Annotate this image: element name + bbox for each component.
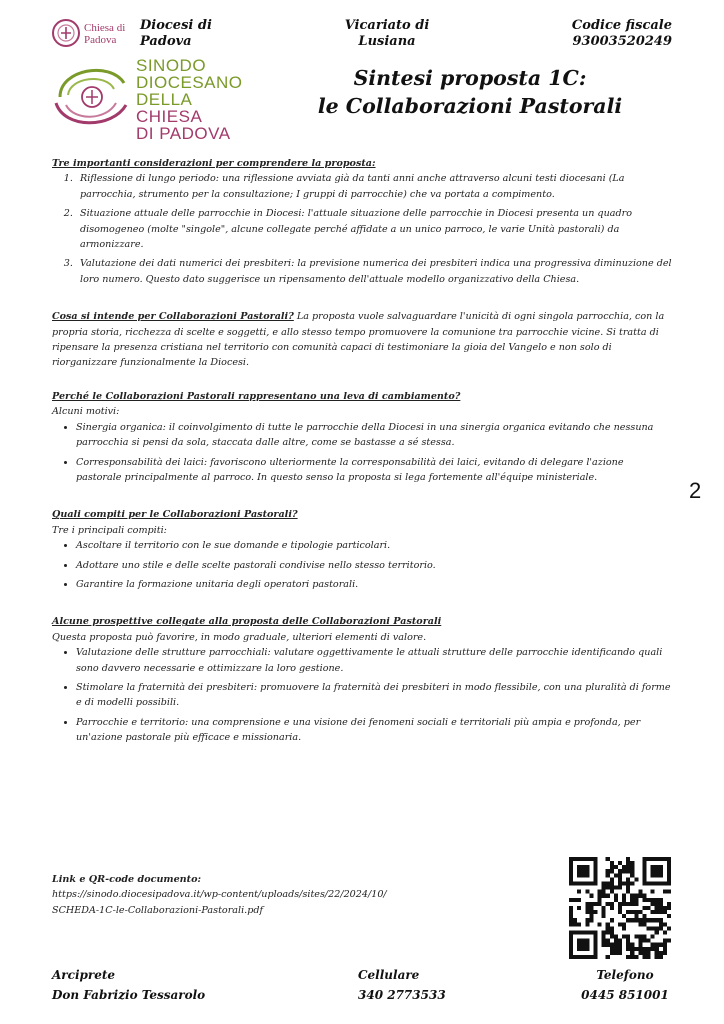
synod-logo-text: SINODO DIOCESANO DELLA CHIESA DI PADOVA — [136, 56, 243, 143]
footer-priest: Arciprete Don Fabrizio Tessarolo — [52, 968, 206, 1002]
list-item: • Corresponsabilità dei laici: favoriscono ulteriormente la corresponsabilità dei laici, evitando di delegare l'azione pastorale principalmente al parroco. In questo senso la proposta si lega fortemente all'équipe ministeriale. — [76, 455, 672, 486]
document-link-block — [52, 872, 452, 918]
considerations-list — [52, 171, 672, 287]
section-lever — [52, 389, 672, 485]
list-item: • Ascoltare il territorio con le sue domande e tipologie particolari. — [76, 538, 672, 553]
list-item: 2. Situazione attuale delle parrocchie in Diocesi: l'attuale situazione delle parrocchie in Diocesi presenta un quadro disomogeneo (molte "singole", alcune collegate perché affidate a un unico parroco, le varie Unità pastorali) da armonizzare. — [76, 206, 672, 252]
section-intro: Tre i principali compiti: — [52, 524, 167, 536]
list-item: • Valutazione delle strutture parrocchiali: valutare oggettivamente le attuali strutture delle parrocchie identificando quali sono davvero necessarie e ottimizzare la loro gestione. — [76, 645, 672, 676]
section-perspectives — [52, 614, 672, 745]
header-vicariate: Vicariato di Lusiana — [344, 18, 430, 49]
perspectives-list — [52, 645, 672, 745]
synod-logo — [50, 55, 243, 143]
section-heading: Cosa si intende per Collaborazioni Pastorali? — [52, 311, 294, 323]
section-intro: Questa proposta può favorire, in modo graduale, ulteriori elementi di valore. — [52, 631, 427, 643]
list-item: • Stimolare la fraternità dei presbiteri: promuovere la fraternità dei presbiteri in modo flessibile, con una pluralità di forme e di modelli possibili. — [76, 680, 672, 711]
page-title: Sintesi proposta 1C: le Collaborazioni Pastorali — [317, 66, 623, 118]
list-item: • Adottare uno stile e delle scelte pastorali condivise nello stesso territorio. — [76, 558, 672, 573]
section-definition — [52, 309, 672, 371]
section-tasks — [52, 507, 672, 592]
section-text: La proposta vuole salvaguardare l'unicità di ogni singola parrocchia, con la propria storia, ricchezza di scelte e soggetti, e allo stesso tempo promuovere la comunione tra parrocchie vicine. Si tratta di ripensare la presenza cristiana nel territorio con comunità capaci di testimoniare la gioia del Vangelo e non solo di riorganizzare funzionalmente la Diocesi. — [52, 311, 665, 369]
list-item: • Parrocchie e territorio: una comprensione e una visione dei fenomeni sociali e territoriali più ampia e profonda, per un'azione pastorale più efficace e missionaria. — [76, 715, 672, 746]
section-heading: Alcune prospettive collegate alla proposta delle Collaborazioni Pastorali — [52, 616, 442, 628]
section-heading: Perché le Collaborazioni Pastorali rappresentano una leva di cambiamento? — [52, 390, 461, 402]
footer-cell: Cellulare 340 2773533 — [358, 968, 446, 1002]
diocese-logo-text: Chiesa di Padova — [84, 22, 126, 46]
list-item: • Garantire la formazione unitaria degli operatori pastorali. — [76, 577, 672, 592]
document-link[interactable]: https://sinodo.diocesipadova.it/wp-content/uploads/sites/22/2024/10/ SCHEDA-1C-le-Collaborazioni-Pastorali.pdf — [52, 889, 387, 916]
main-content — [52, 156, 672, 750]
list-item: 3. Valutazione dei dati numerici dei presbiteri: la previsione numerica dei presbiteri indica una progressiva diminuzione del loro numero. Questo dato suggerisce un ripensamento dell'attuale modello organizzativo della Chiesa. — [76, 256, 672, 287]
diocese-logo-mark-icon — [50, 16, 82, 50]
list-item: 1. Riflessione di lungo periodo: una riflessione avviata già da tanti anni anche attraverso alcuni testi diocesani (La parrocchia, strumento per la consultazione; I gruppi di parrocchie) che va portata a compimento. — [76, 171, 672, 202]
page-number: 2 — [689, 478, 702, 503]
header-diocese: Diocesi di Padova — [140, 18, 212, 49]
synod-logo-swirl-icon — [50, 57, 134, 133]
section-considerations — [52, 156, 672, 287]
reasons-list — [52, 420, 672, 486]
tasks-list — [52, 538, 672, 592]
link-label: Link e QR-code documento: — [52, 874, 202, 885]
qr-code-icon[interactable] — [569, 857, 671, 959]
list-item: • Sinergia organica: il coinvolgimento di tutte le parrocchie della Diocesi in una sinergia organica evitando che nessuna parrocchia si pensi da sola, staccata dalle altre, come se bastasse a sé stessa. — [76, 420, 672, 451]
section-heading: Tre importanti considerazioni per comprendere la proposta: — [52, 158, 376, 169]
footer-phone: Telefono 0445 851001 — [581, 968, 669, 1002]
header-tax-code: Codice fiscale 93003520249 — [571, 18, 672, 49]
section-heading: Quali compiti per le Collaborazioni Pastorali? — [52, 509, 298, 521]
diocese-logo — [50, 14, 138, 54]
section-intro: Alcuni motivi: — [52, 406, 120, 418]
